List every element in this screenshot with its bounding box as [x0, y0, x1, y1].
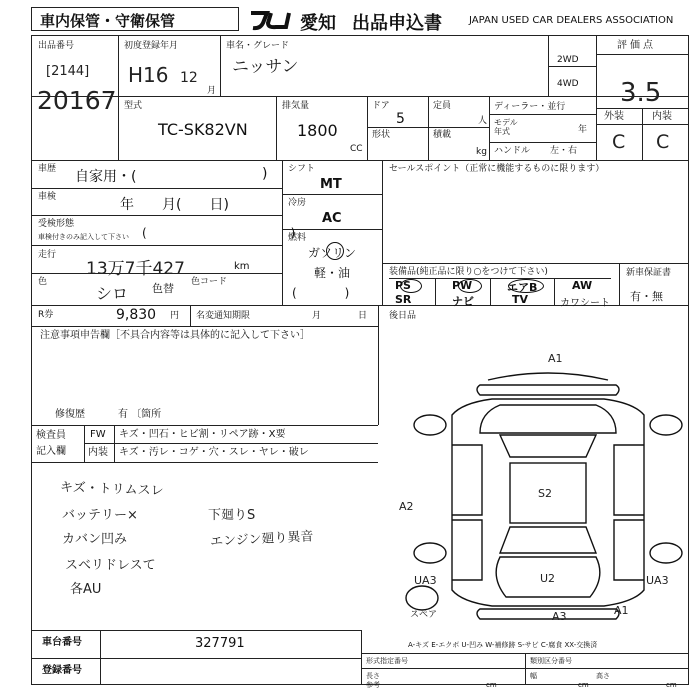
- cc-unit: CC: [350, 144, 363, 154]
- hood-shape: [480, 405, 616, 433]
- load-label: 積載: [433, 130, 452, 140]
- color-label: 色: [38, 277, 48, 287]
- length-unit: cm: [486, 681, 497, 689]
- mileage-unit: km: [234, 261, 250, 272]
- org-logo: [247, 9, 299, 31]
- inspector-label: 検査員: [36, 430, 66, 441]
- type-cat-label: 類別区分番号: [530, 657, 572, 665]
- repair-label: 修復歴: [55, 409, 85, 420]
- diagram-front-label: A1: [548, 352, 563, 365]
- note-2: バッテリー×: [62, 508, 138, 523]
- width-unit: cm: [578, 681, 589, 689]
- height-label: 高さ: [596, 672, 610, 680]
- rear-right-wheel-shape: [650, 543, 682, 563]
- equip-airbag-circle: [508, 279, 544, 293]
- ticket-value: 9,830: [116, 307, 157, 323]
- front-bumper-shape: [488, 373, 608, 380]
- month-unit: 月: [207, 86, 217, 96]
- listing-number: 20167: [37, 86, 117, 115]
- rear-left-wheel-shape: [414, 543, 446, 563]
- left-rear-door-shape: [452, 520, 482, 580]
- note-1: キズ・トリムスレ: [59, 480, 164, 499]
- history-value: 自家用・(: [75, 169, 137, 185]
- listing-number-label: 出品番号: [38, 41, 75, 51]
- equip-navi: ナビ: [452, 295, 474, 308]
- inspection-value: 年 月( 日): [120, 197, 229, 213]
- history-label: 車歴: [38, 164, 57, 174]
- notice-month: 月: [312, 311, 322, 321]
- interior-tag: 内装: [88, 447, 108, 458]
- model-value: ニッサン: [232, 57, 299, 77]
- right-front-door-shape: [614, 445, 644, 515]
- note-4: スベリドレスて: [65, 558, 156, 573]
- windshield-shape: [500, 435, 596, 457]
- right-rear-door-shape: [614, 520, 644, 580]
- color-value: シロ: [96, 284, 129, 303]
- fuel-gas: ガソリン: [308, 246, 357, 260]
- note-7: エンジン廻り異音: [209, 529, 314, 550]
- displacement-label: 排気量: [282, 101, 310, 111]
- first-reg-label: 初度登録年月: [124, 41, 179, 51]
- note-6: 下廻りS: [208, 508, 256, 523]
- doors-label: ドア: [372, 101, 390, 111]
- capacity-label: 定員: [433, 101, 452, 111]
- org-name: 愛知: [300, 13, 336, 34]
- warranty-label: 新車保証書: [626, 268, 672, 278]
- fw-items: キズ・凹石・ヒビ割・リペア跡・X要: [119, 429, 286, 440]
- entry-label: 記入欄: [36, 446, 66, 457]
- storage-title: 車内保管・守衛保管: [40, 12, 176, 30]
- diagram-rear-label: A3: [552, 610, 567, 623]
- equip-ps: PS: [395, 279, 411, 292]
- equip-ps-circle: [400, 279, 422, 293]
- ticket-unit: 円: [170, 311, 180, 321]
- first-reg-month: 12: [180, 70, 198, 86]
- interior-grade: C: [656, 131, 670, 153]
- doors-value: 5: [396, 111, 405, 127]
- form-title: 出品申込書: [352, 13, 442, 34]
- exterior-grade: C: [612, 131, 626, 153]
- diagram-center-label: S2: [538, 487, 552, 500]
- mileage-value: 13万7千427: [86, 259, 185, 279]
- drive-2wd: 2WD: [557, 55, 579, 65]
- fuel-diesel: 軽・油: [314, 266, 351, 280]
- equip-pw: PW: [452, 279, 473, 292]
- ticket-label: R券: [38, 310, 54, 320]
- diagram-lower-right-label: UA3: [646, 574, 669, 587]
- warranty-value: 有・無: [630, 290, 663, 303]
- spec-no-label: 形式指定番号: [366, 657, 408, 665]
- score-label: 評価点: [617, 40, 656, 51]
- type-label: 型式: [124, 101, 143, 111]
- fuel-paren: ( ): [292, 286, 350, 300]
- fuel-label: 燃料: [288, 233, 307, 243]
- first-reg-era: H16: [128, 63, 169, 87]
- equip-pw-circle: [458, 279, 482, 293]
- acceptance-label: 受検形態: [38, 219, 75, 229]
- handle-value: 左・右: [550, 146, 578, 156]
- exterior-label: 外装: [604, 111, 624, 122]
- notice-day: 日: [358, 311, 368, 321]
- org-english: JAPAN USED CAR DEALERS ASSOCIATION: [469, 15, 674, 26]
- rear-date-label: 後日品: [389, 311, 417, 321]
- handle-label: ハンドル: [494, 146, 531, 156]
- rear-glass-shape: [500, 527, 596, 553]
- listing-number-small: [2144]: [46, 64, 90, 79]
- front-right-wheel-shape: [650, 415, 682, 435]
- color-change-label: 色替: [152, 282, 174, 295]
- ju-logo-icon: [247, 9, 299, 31]
- left-front-door-shape: [452, 445, 482, 515]
- height-unit: cm: [666, 681, 677, 689]
- note-3: カバン凹み: [62, 532, 128, 547]
- length-ref: 参考: [366, 681, 380, 689]
- registration-label: 登録番号: [42, 665, 82, 676]
- front-left-wheel-shape: [414, 415, 446, 435]
- note-5: 各AU: [70, 582, 102, 597]
- interior-label: 内装: [652, 111, 672, 122]
- diagram-left-label: A2: [399, 500, 414, 513]
- equip-aw: AW: [572, 279, 593, 292]
- mileage-label: 走行: [38, 250, 57, 260]
- shift-label: シフト: [288, 164, 316, 174]
- shift-value: MT: [320, 177, 342, 192]
- drive-4wd: 4WD: [557, 79, 579, 89]
- model-label: 車名・グレード: [226, 41, 290, 51]
- diagram-lower-left-label: UA3: [414, 574, 437, 587]
- repair-value: 有 〔箇所: [118, 409, 162, 420]
- year-unit: 年: [578, 125, 588, 135]
- acceptance-note: 車検付きのみ記入して下さい: [38, 233, 129, 241]
- front-panel-shape: [477, 385, 619, 395]
- sales-point-label: セールスポイント（正常に機能するものに限ります）: [389, 164, 605, 174]
- equip-label: 装備品(純正品に限り○をつけて下さい): [389, 267, 548, 277]
- notes-label: 注意事項申告欄［不具合内容等は具体的に記入して下さい］: [40, 330, 310, 341]
- load-unit: kg: [476, 147, 487, 157]
- dealer-label: ディーラー・並行: [494, 102, 566, 112]
- shape-label: 形状: [372, 130, 391, 140]
- diagram-rear-right-label: A1: [614, 604, 629, 617]
- color-code-label: 色コード: [191, 277, 228, 287]
- spare-label: スペア: [410, 610, 438, 620]
- fw-label: FW: [90, 429, 106, 440]
- damage-legend: A-キズ E-エクボ U-凹み W-補修跡 S-サビ C-腐食 XX-交換済: [408, 641, 598, 649]
- new-notice-label: 名変通知期限: [196, 311, 251, 321]
- rear-bumper-shape: [477, 609, 619, 619]
- width-label: 幅: [530, 672, 537, 680]
- equip-leather: カワシート: [560, 298, 610, 309]
- equip-sr: SR: [395, 293, 412, 306]
- interior-items: キズ・汚レ・コゲ・穴・スレ・ヤレ・破レ: [119, 447, 309, 458]
- displacement-value: 1800: [297, 121, 338, 140]
- chassis-label: 車台番号: [42, 637, 82, 648]
- capacity-unit: 人: [478, 116, 488, 126]
- diagram-rear-center-label: U2: [540, 572, 556, 585]
- acceptance-paren: ( ): [142, 226, 296, 240]
- chassis-value: 327791: [195, 636, 245, 651]
- aircon-value: AC: [322, 211, 342, 226]
- length-label: 長さ: [366, 672, 380, 680]
- score-value: 3.5: [620, 78, 662, 108]
- fuel-circle: [326, 242, 344, 260]
- aircon-label: 冷房: [288, 198, 307, 208]
- model-year-label: モデル 年式: [494, 118, 518, 136]
- history-close: ): [262, 166, 268, 182]
- spare-tire-shape: [406, 586, 438, 610]
- inspection-label: 車検: [38, 192, 57, 202]
- equip-airbag: エアB: [507, 281, 538, 294]
- type-value: TC-SK82VN: [158, 120, 248, 139]
- equip-tv: TV: [512, 293, 529, 306]
